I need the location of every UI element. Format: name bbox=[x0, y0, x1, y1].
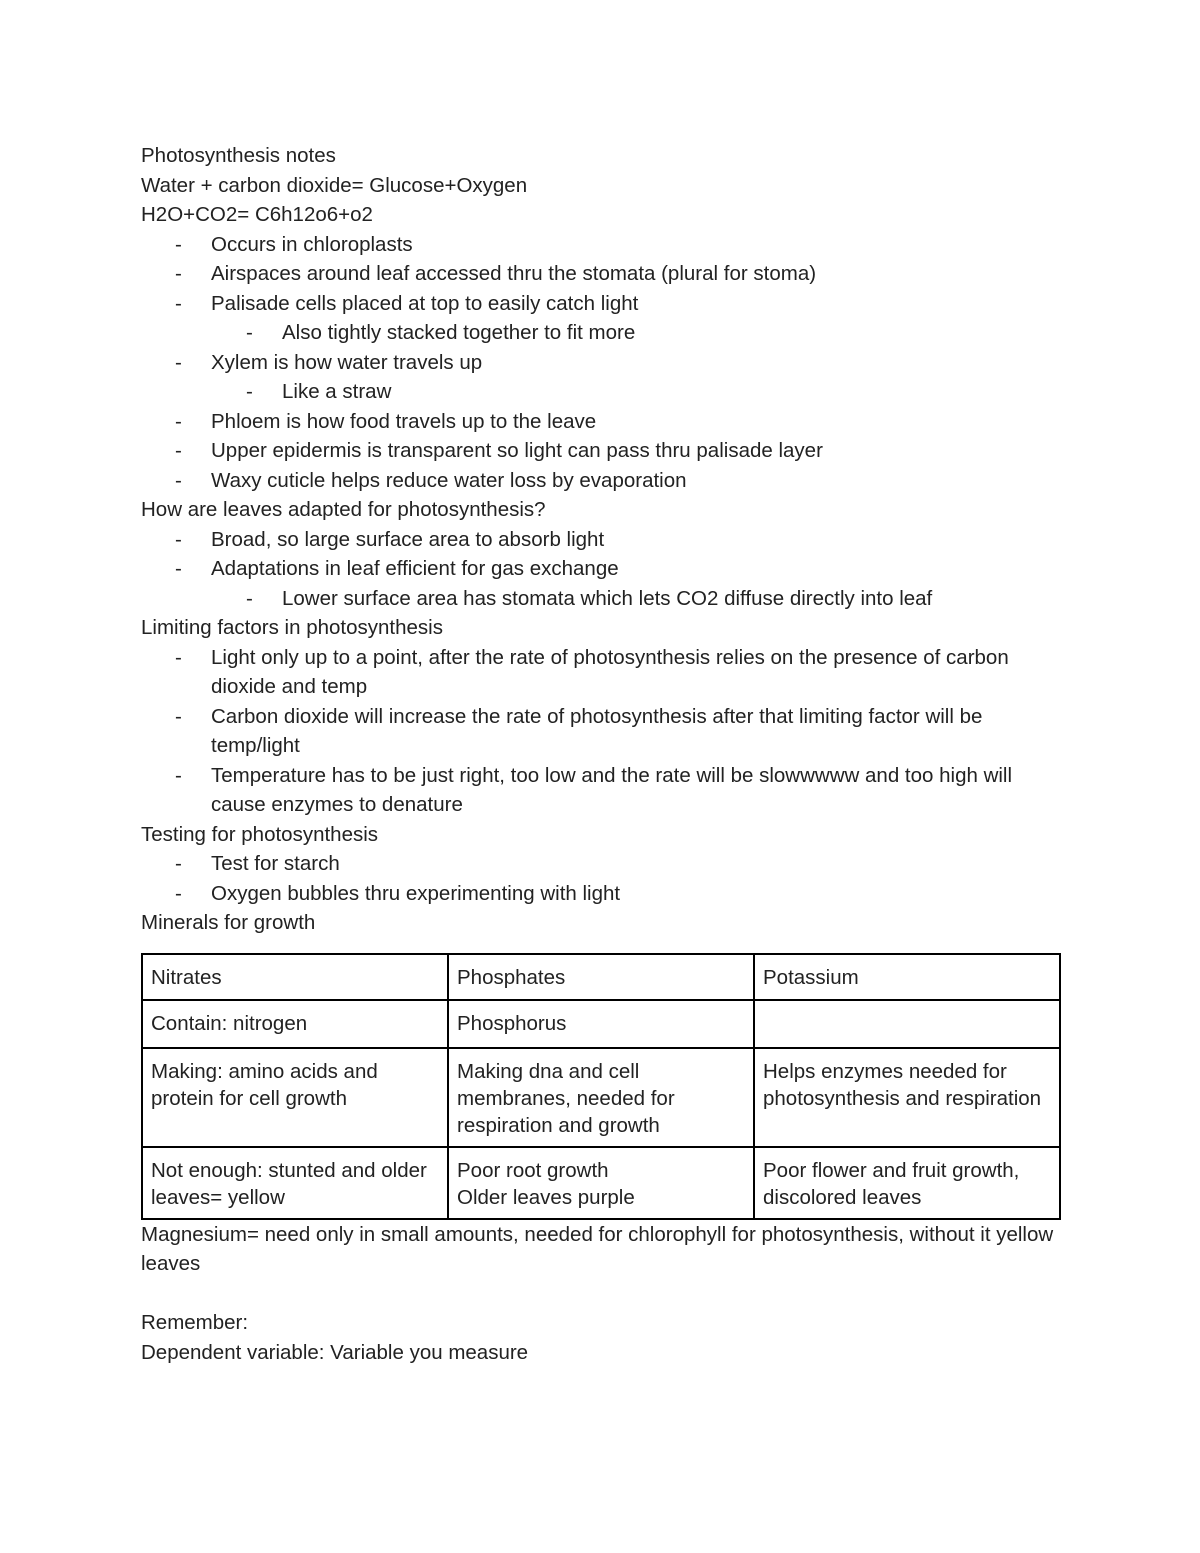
list-item bbox=[141, 348, 1061, 378]
list-item-text: Temperature has to be just right, too low and the rate will be slowwwww and too high will cause enzymes to denature bbox=[211, 763, 1013, 816]
table-row bbox=[142, 1147, 1060, 1219]
list-item bbox=[141, 466, 1061, 496]
list-item bbox=[141, 259, 1061, 289]
remember-heading: Remember: bbox=[141, 1311, 249, 1334]
list-item-text: Palisade cells placed at top to easily catch light bbox=[211, 291, 639, 315]
bullet-dash: - bbox=[175, 881, 182, 905]
table-row bbox=[142, 954, 1060, 1000]
list-item-text: Phloem is how food travels up to the leave bbox=[211, 409, 597, 433]
table-cell: Poor root growth Older leaves purple bbox=[448, 1147, 754, 1219]
bullet-dash: - bbox=[175, 409, 182, 433]
bullet-dash: - bbox=[175, 350, 182, 374]
bullet-dash: - bbox=[175, 262, 182, 285]
bullet-dash: - bbox=[175, 852, 182, 875]
chemical-equation: H2O+CO2= C6h12o6+o2 bbox=[141, 203, 373, 226]
bullet-dash: - bbox=[246, 321, 253, 344]
table-cell bbox=[754, 1000, 1060, 1048]
list-item-text: Lower surface area has stomata which lets CO2 diffuse directly into leaf bbox=[282, 586, 933, 610]
sub-list-item bbox=[141, 318, 1061, 348]
list-item bbox=[141, 554, 1061, 584]
table-cell: Contain: nitrogen bbox=[142, 1000, 448, 1048]
list-item-text: Upper epidermis is transparent so light can pass thru palisade layer bbox=[211, 439, 823, 462]
bullet-dash: - bbox=[175, 645, 182, 669]
list-item bbox=[141, 407, 1061, 437]
list-item bbox=[141, 849, 1061, 879]
list-item bbox=[141, 436, 1061, 466]
bullet-dash: - bbox=[175, 704, 182, 728]
testing-heading: Testing for photosynthesis bbox=[141, 822, 379, 846]
bullet-dash: - bbox=[175, 291, 182, 315]
list-item-text: Waxy cuticle helps reduce water loss by evaporation bbox=[211, 468, 687, 492]
minerals-table bbox=[141, 953, 1061, 1220]
table-row bbox=[142, 1000, 1060, 1048]
doc-title: Photosynthesis notes bbox=[141, 144, 336, 167]
list-item-text: Xylem is how water travels up bbox=[211, 350, 483, 374]
list-item bbox=[141, 525, 1061, 555]
list-item-text: Like a straw bbox=[282, 380, 392, 403]
word-equation: Water + carbon dioxide= Glucose+Oxygen bbox=[141, 173, 528, 197]
list-item-text: Airspaces around leaf accessed thru the stomata (plural for stoma) bbox=[211, 262, 817, 285]
list-item-text: Broad, so large surface area to absorb light bbox=[211, 527, 605, 551]
bullet-dash: - bbox=[175, 232, 182, 256]
dependent-variable-note: Dependent variable: Variable you measure bbox=[141, 1340, 529, 1364]
bullet-dash: - bbox=[175, 557, 182, 580]
bullet-dash: - bbox=[175, 468, 182, 492]
table-cell: Not enough: stunted and older leaves= yellow bbox=[142, 1147, 448, 1219]
minerals-heading: Minerals for growth bbox=[141, 911, 316, 934]
limiting-heading: Limiting factors in photosynthesis bbox=[141, 616, 443, 639]
sub-list-item bbox=[141, 377, 1061, 407]
list-item-text: Carbon dioxide will increase the rate of photosynthesis after that limiting factor will be temp/light bbox=[211, 704, 983, 757]
list-item bbox=[141, 230, 1061, 260]
bullet-dash: - bbox=[175, 763, 182, 787]
blank-line bbox=[141, 1279, 1061, 1309]
document-page bbox=[141, 141, 1061, 1367]
table-cell: Potassium bbox=[754, 954, 1060, 1000]
table-cell: Making: amino acids and protein for cell growth bbox=[142, 1048, 448, 1147]
list-item bbox=[141, 879, 1061, 909]
list-item-text: Oxygen bubbles thru experimenting with light bbox=[211, 881, 621, 905]
sub-list-item bbox=[141, 584, 1061, 614]
table-row bbox=[142, 1048, 1060, 1147]
list-item-text: Test for starch bbox=[211, 852, 340, 875]
list-item-text: Light only up to a point, after the rate of photosynthesis relies on the presence of carbon dioxide and temp bbox=[211, 645, 1009, 698]
list-item bbox=[141, 702, 1061, 761]
magnesium-note: Magnesium= need only in small amounts, needed for chlorophyll for photosynthesis, without it yellow leaves bbox=[141, 1222, 1054, 1275]
table-cell: Making dna and cell membranes, needed for respiration and growth bbox=[448, 1048, 754, 1147]
table-cell: Phosphorus bbox=[448, 1000, 754, 1048]
bullet-dash: - bbox=[175, 527, 182, 551]
list-item bbox=[141, 289, 1061, 319]
table-cell: Helps enzymes needed for photosynthesis and respiration bbox=[754, 1048, 1060, 1147]
adaptations-heading: How are leaves adapted for photosynthesis? bbox=[141, 498, 546, 521]
table-cell: Phosphates bbox=[448, 954, 754, 1000]
list-item bbox=[141, 761, 1061, 820]
list-item-text: Adaptations in leaf efficient for gas exchange bbox=[211, 557, 619, 580]
table-cell: Nitrates bbox=[142, 954, 448, 1000]
list-item bbox=[141, 643, 1061, 702]
list-item-text: Also tightly stacked together to fit more bbox=[282, 321, 636, 344]
table-cell: Poor flower and fruit growth, discolored leaves bbox=[754, 1147, 1060, 1219]
bullet-dash: - bbox=[246, 586, 253, 610]
bullet-dash: - bbox=[175, 439, 182, 462]
list-item-text: Occurs in chloroplasts bbox=[211, 232, 413, 256]
bullet-dash: - bbox=[246, 380, 253, 403]
